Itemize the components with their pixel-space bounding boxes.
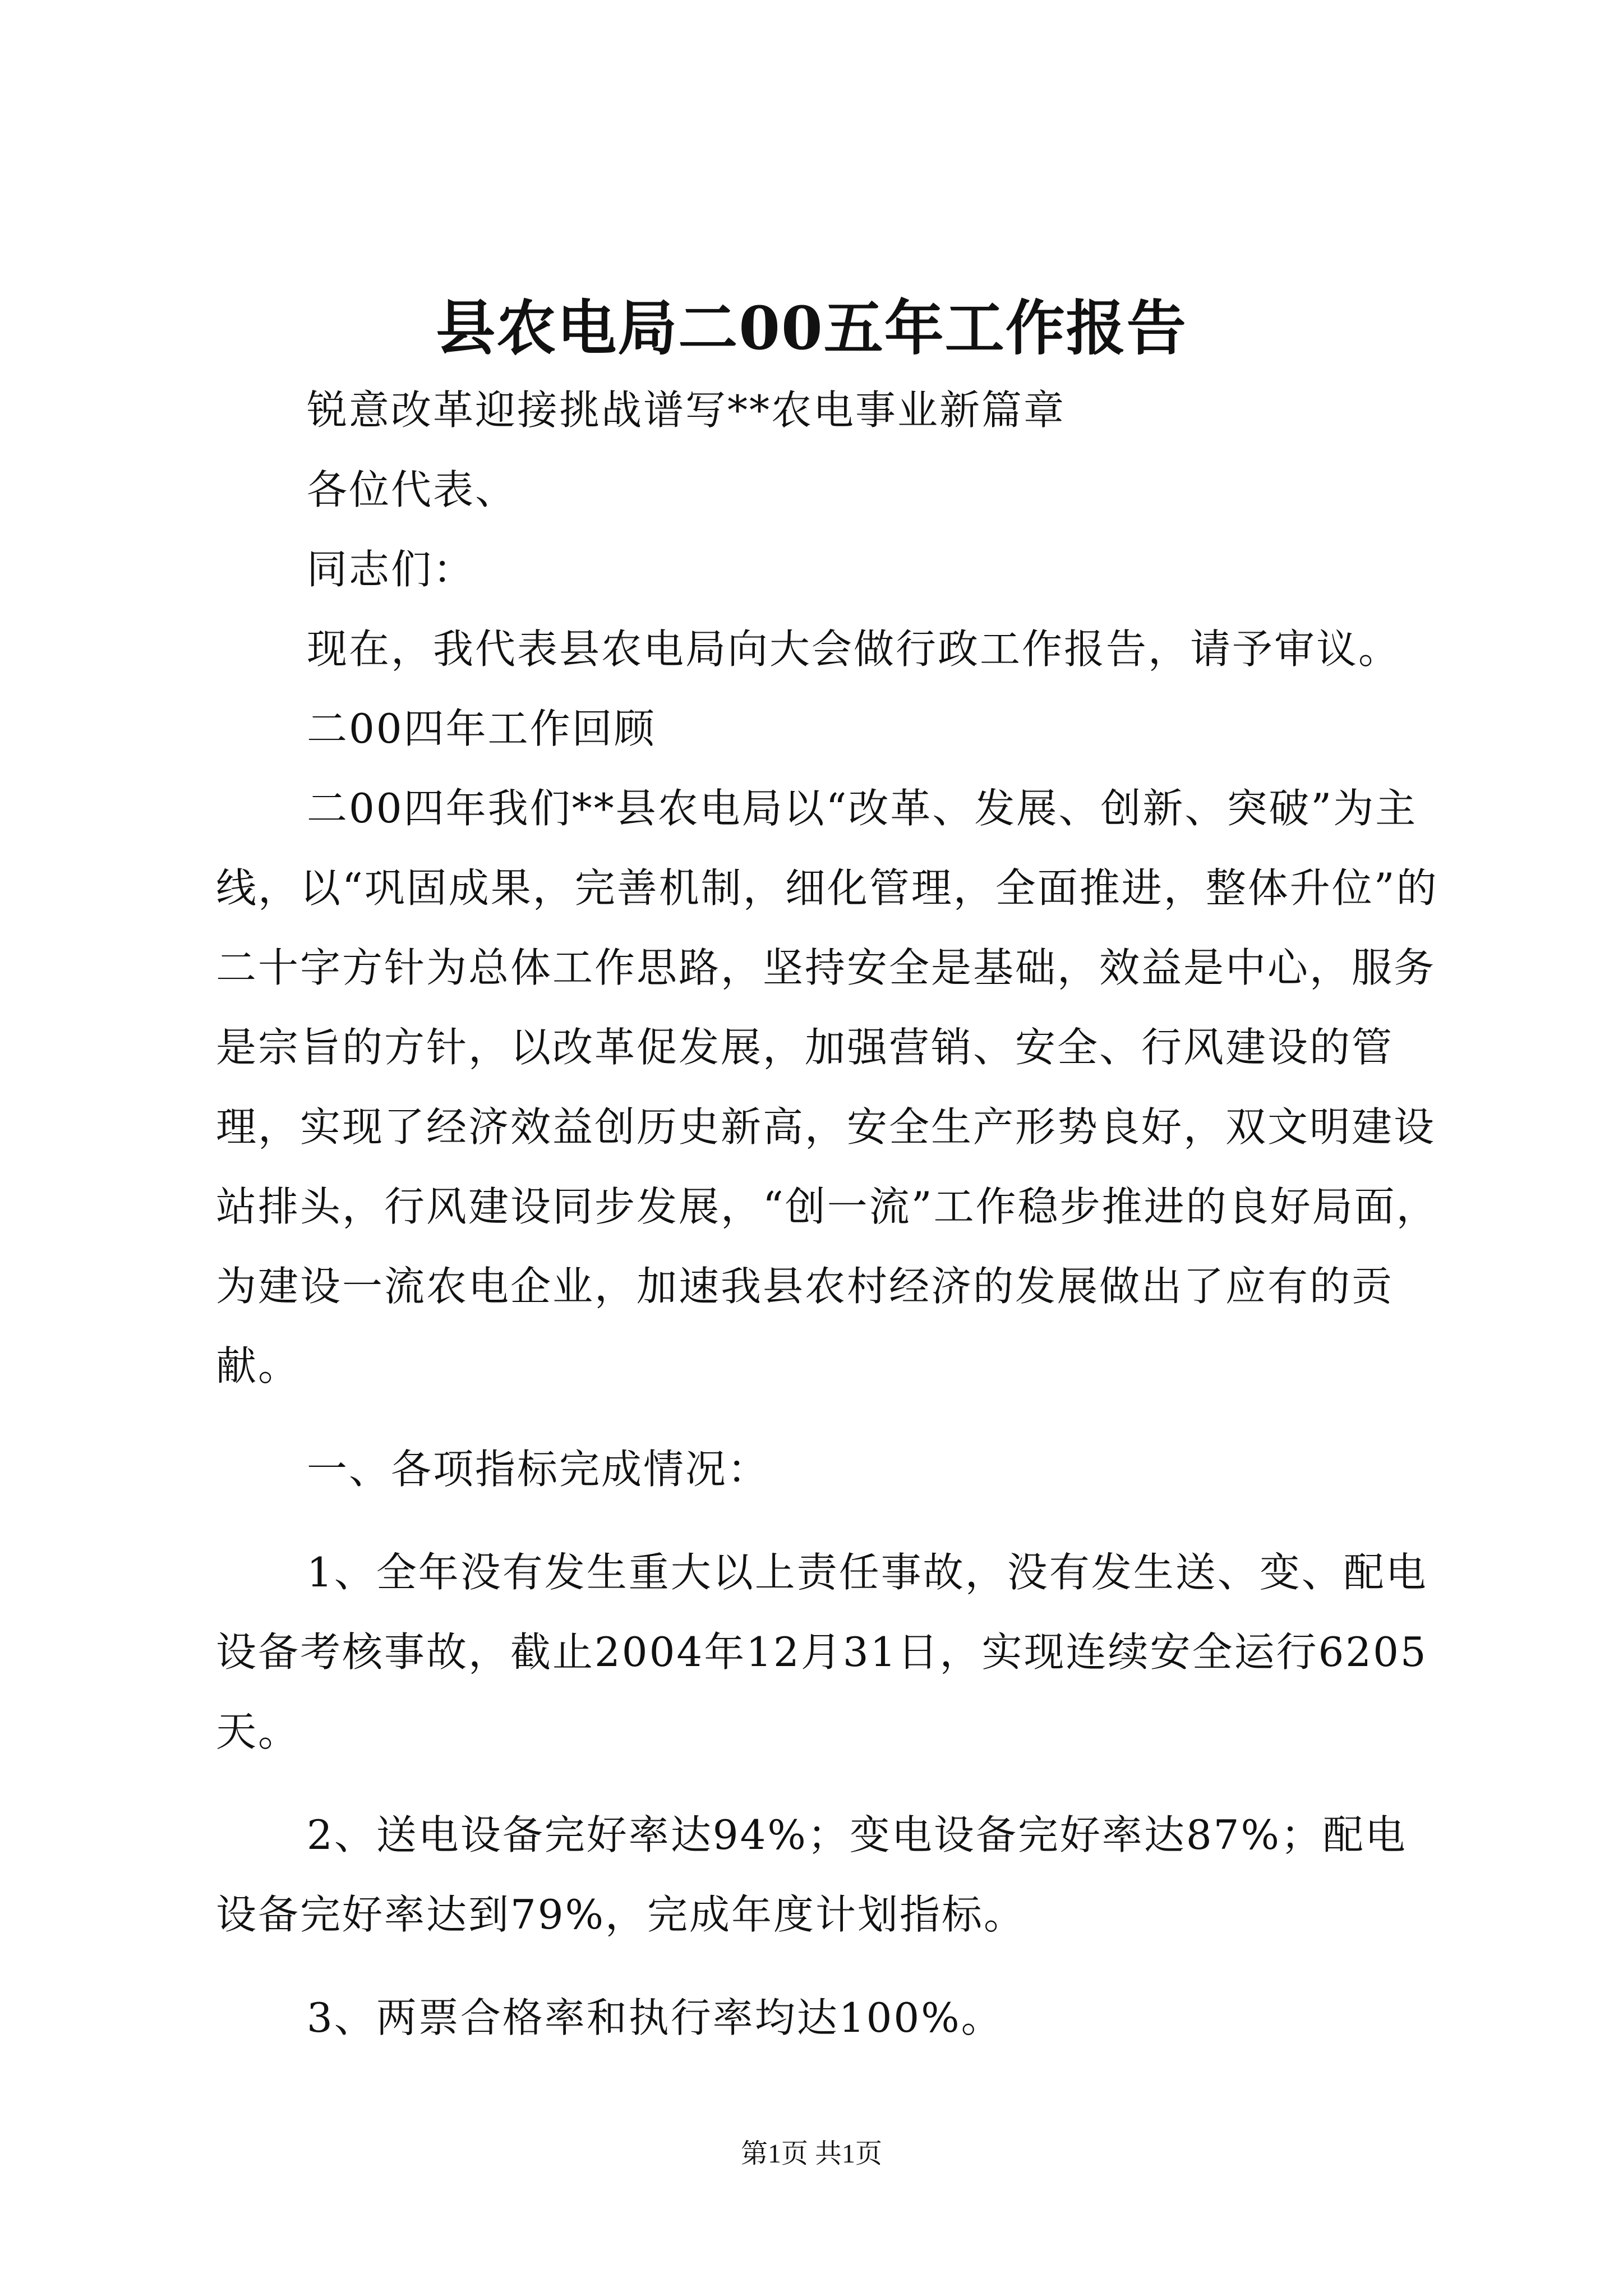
review-paragraph: 二00四年我们**县农电局以“改革、发展、创新、突破”为主线，以“巩固成果，完善机制，细化管理，全面推进，整体升位”的二十字方针为总体工作思路，坚持安全是基础，效益是中心，服务是宗旨的方针，以改革促发展，加强营销、安全、行风建设的管理，实现了经济效益创历史新高，安全生产形势良好，双文明建设站排头，行风建设同步发展，“创一流”工作稳步推进的良好局面，为建设一流农电企业，加速我县农村经济的发展做出了应有的贡献。 [216,785,1438,1389]
indicator-heading: 一、各项指标完成情况： [307,1446,770,1493]
page-footer: 第1页 共1页 [740,2139,882,2169]
section-heading-review: 二00四年工作回顾 [307,705,656,752]
subtitle-paragraph: 锐意改革迎接挑战谱写**农电事业新篇章 [307,386,1066,434]
opening-paragraph: 现在，我代表县农电局向大会做行政工作报告，请予审议。 [307,625,1401,673]
document-title: 县农电局二00五年工作报告 [436,293,1187,363]
indicator-item-3: 3、两票合格率和执行率均达100%。 [307,1994,1003,2041]
salutation-delegates: 各位代表、 [307,466,518,513]
indicator-item-1: 1、全年没有发生重大以上责任事故，没有发生送、变、配电设备考核事故，截止2004年12月31日，实现连续安全运行6205天。 [216,1549,1428,1755]
salutation-comrades: 同志们： [307,546,476,593]
document-body [216,370,1438,2058]
indicator-item-2: 2、送电设备完好率达94%；变电设备完好率达87%；配电设备完好率达到79%，完成年度计划指标。 [216,1811,1407,1938]
